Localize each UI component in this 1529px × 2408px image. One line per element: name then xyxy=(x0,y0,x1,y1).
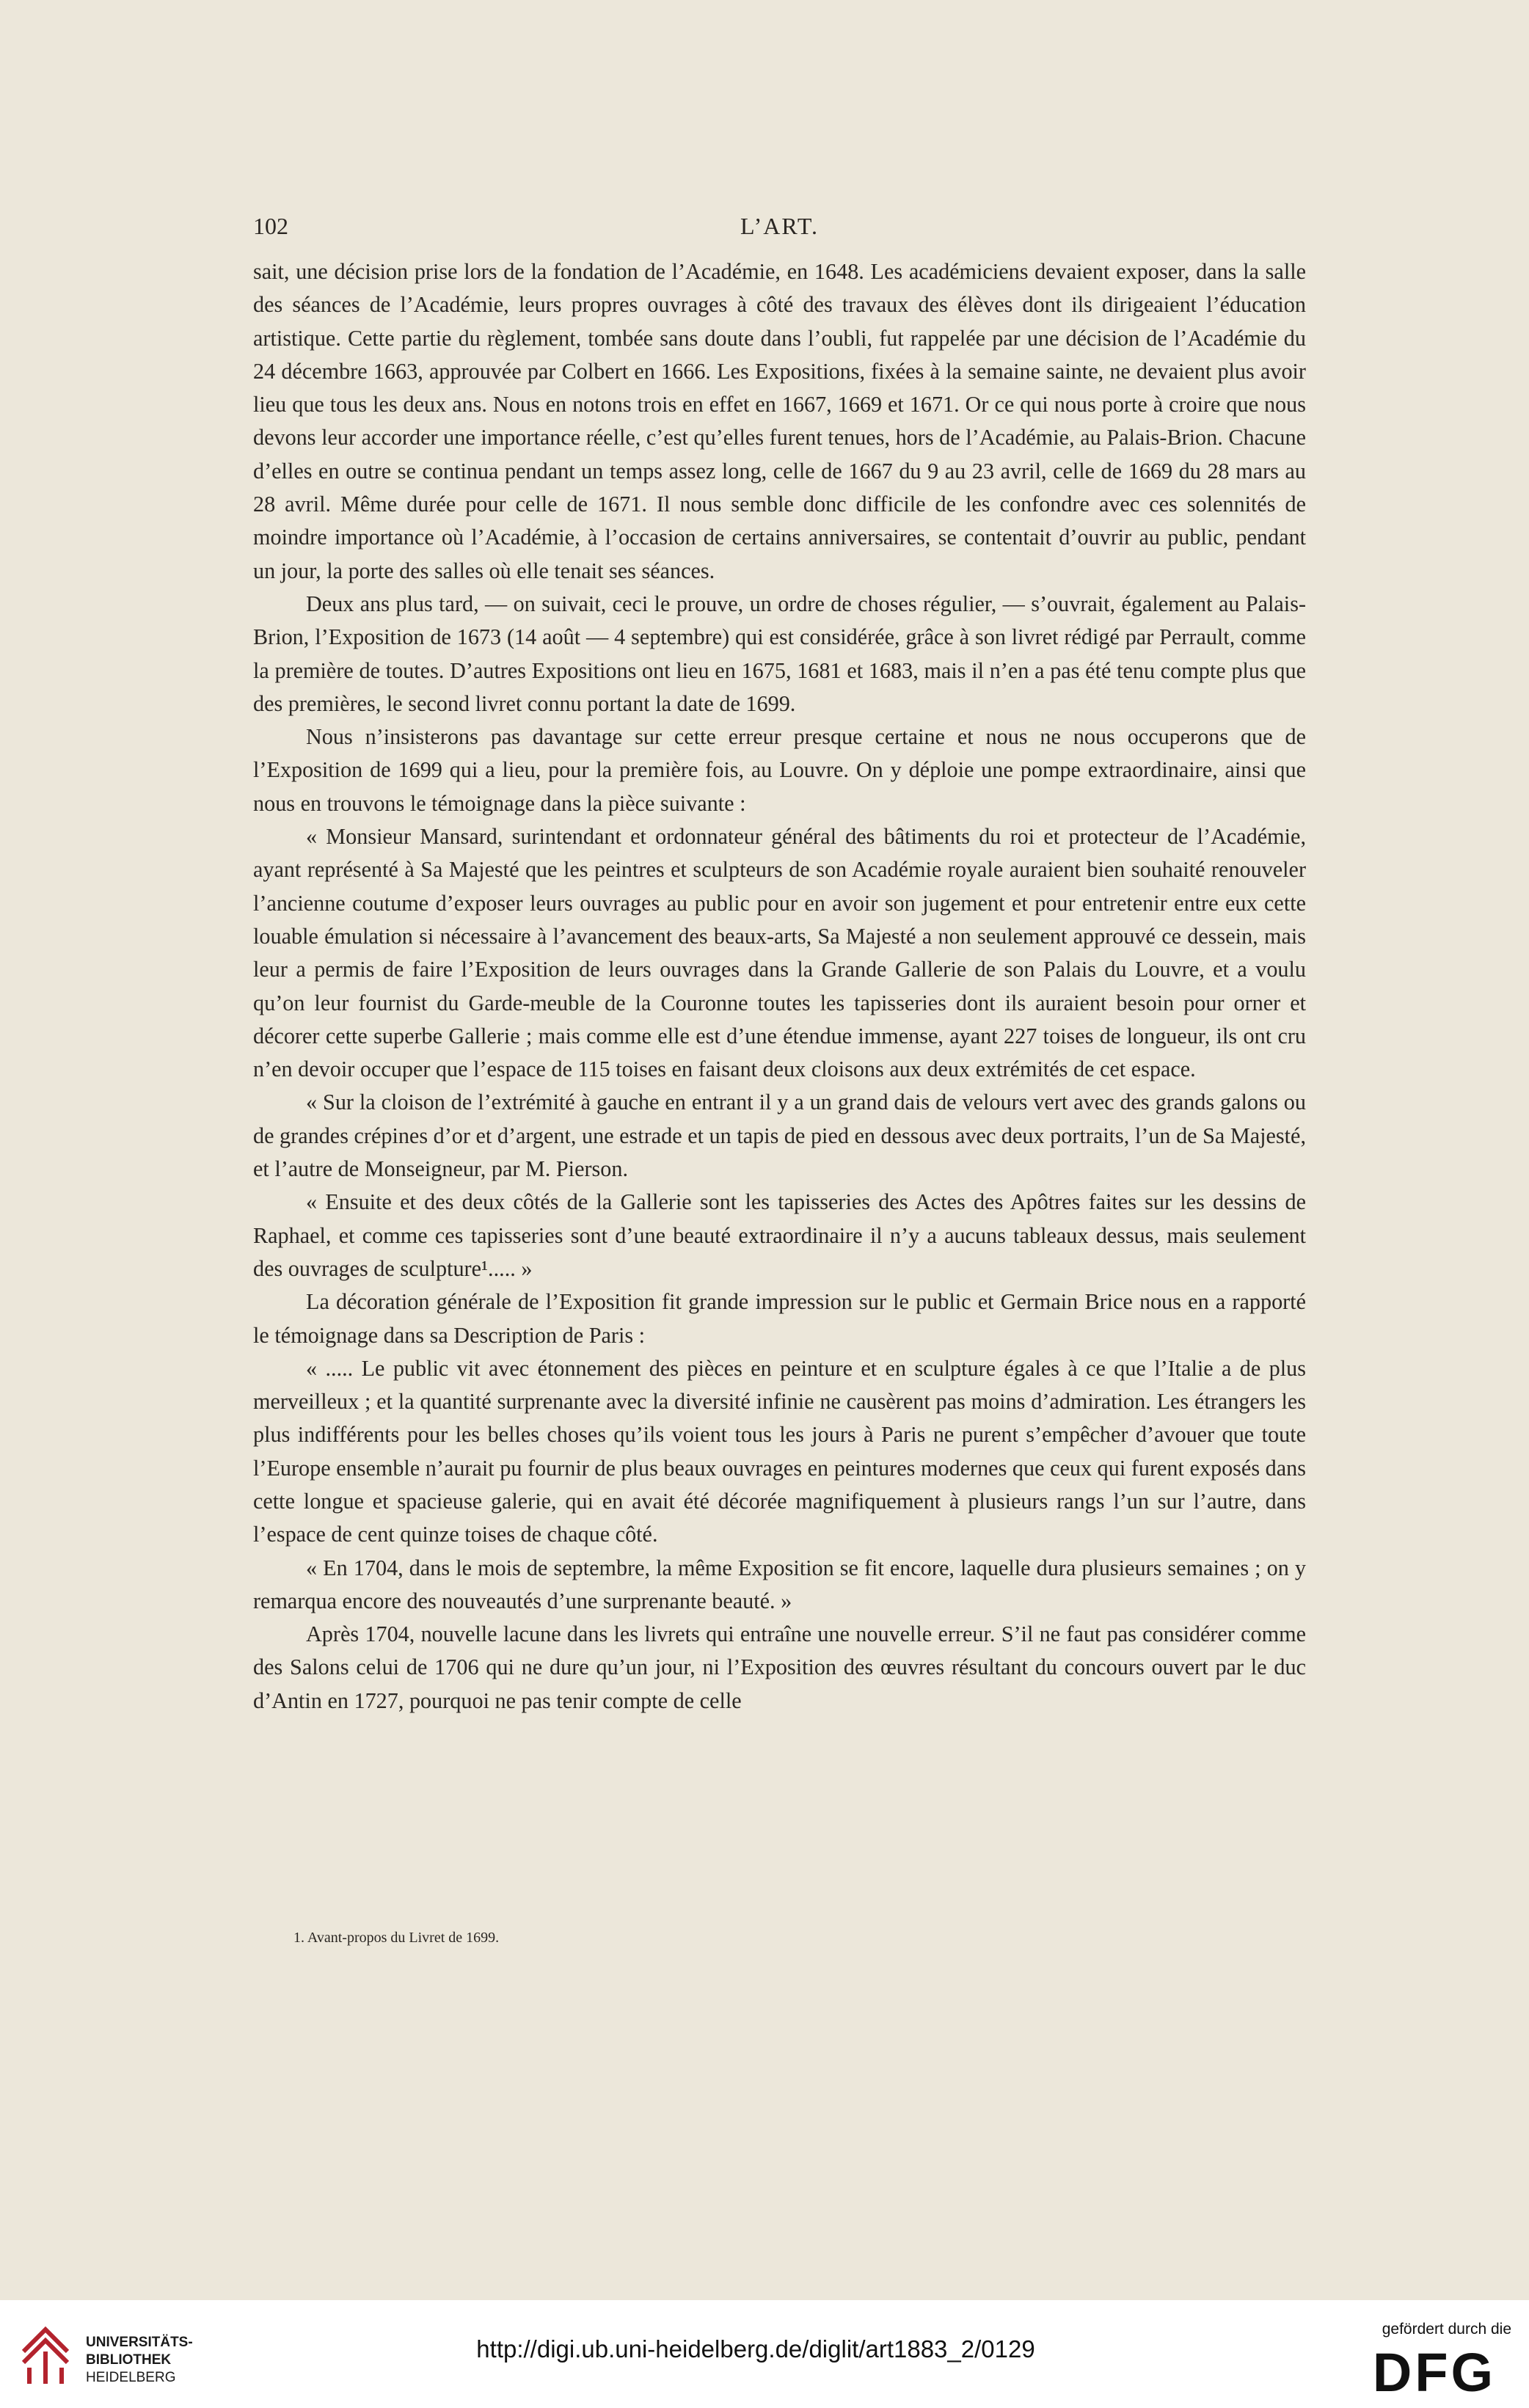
library-name-line2: BIBLIOTHEK xyxy=(86,2352,172,2368)
dfg-logo-icon xyxy=(1357,2346,1511,2397)
dfg-label: DFG xyxy=(1372,2346,1497,2397)
library-logo[interactable] xyxy=(16,2322,236,2396)
paragraph: La décoration générale de l’Exposition fit grande impression sur le public et Germain Brice nous en a rapporté le témoignage dans sa Description de Paris : xyxy=(253,1289,1306,1348)
funded-by-text: gefördert durch die xyxy=(1382,2321,1511,2338)
body-text xyxy=(253,255,1306,1718)
paragraph: Deux ans plus tard, — on suivait, ceci le prouve, un ordre de choses régulier, — s’ouvrait, également au Palais-Brion, l’Exposition de 1673 (14 août — 4 septembre) qui est considérée, grâce à son livret rédigé par Perrault, comme la première de toutes. D’autres Expositions ont lieu en 1675, 1681 et 1683, mais il n’en a pas été tenu compte plus que des premières, le second livret connu portant la date de 1699. xyxy=(253,591,1306,716)
footnote: 1. Avant-propos du Livret de 1699. xyxy=(293,1930,500,1946)
library-name-line3: HEIDELBERG xyxy=(86,2370,176,2385)
paragraph: sait, une décision prise lors de la fondation de l’Académie, en 1648. Les académiciens devaient exposer, dans la salle des séances de l’Académie, leurs propres ouvrages à côté des travaux des élèves dont ils dirigeaient l’éducation artistique. Cette partie du règlement, tombée sans doute dans l’oubli, fut rappelée par une décision de l’Académie du 24 décembre 1663, approuvée par Colbert en 1666. Les Expositions, fixées à la semaine sainte, ne devaient plus avoir lieu que tous les deux ans. Nous en notons trois en effet en 1667, 1669 et 1671. Or ce qui nous porte à croire que nous devons leur accorder une importance réelle, c’est qu’elles furent tenues, hors de l’Académie, au Palais-Brion. Chacune d’elles en outre se continua pendant un temps assez long, celle de 1667 du 9 au 23 avril, celle de 1669 du 28 mars au 28 avril. Même durée pour celle de 1671. Il nous semble donc difficile de les confondre avec ces solennités de moindre importance où l’Académie, à l’occasion de certains anniversaires, se contentait d’ouvrir au public, pendant un jour, la porte des salles où elle tenait ses séances. xyxy=(253,259,1306,583)
running-title: L’ART. xyxy=(740,213,819,239)
dfg-logo[interactable] xyxy=(1357,2346,1511,2397)
paragraph: « ..... Le public vit avec étonnement des pièces en peinture et en sculpture égales à ce que l’Italie a de plus merveilleux ; et la quantité surprenante avec la diversité infinie ne causèrent pas moins d’admiration. Les étrangers les plus indifférents pour les belles choses qu’ils voient tous les jours à Paris ne purent s’empêcher d’avouer que toute l’Europe ensemble n’aurait pu fournir de plus beaux ouvrages en peintures modernes que ceux qui furent exposés dans cette longue et spacieuse galerie, qui en avait été décorée magnifiquement à plusieurs rangs l’un sur l’autre, dans l’espace de cent quinze toises de chaque côté. xyxy=(253,1355,1306,1547)
library-name-line1: UNIVERSITÄTS- xyxy=(86,2335,193,2350)
paragraph: Après 1704, nouvelle lacune dans les livrets qui entraîne une nouvelle erreur. S’il ne faut pas considérer comme des Salons celui de 1706 qui ne dure qu’un jour, ni l’Exposition des œuvres résultant du concours ouvert par le duc d’Antin en 1727, pourquoi ne pas tenir compte de celle xyxy=(253,1621,1306,1713)
page-number: 102 xyxy=(253,213,288,239)
paragraph: Nous n’insisterons pas davantage sur cette erreur presque certaine et nous ne nous occuperons que de l’Exposition de 1699 qui a lieu, pour la première fois, au Louvre. On y déploie une pompe extraordinaire, ainsi que nous en trouvons le témoignage dans la pièce suivante : xyxy=(253,724,1306,816)
paragraph: « En 1704, dans le mois de septembre, la même Exposition se fit encore, laquelle dura plusieurs semaines ; on y remarqua encore des nouveautés d’une surprenante beauté. » xyxy=(253,1555,1306,1613)
paragraph: « Sur la cloison de l’extrémité à gauche en entrant il y a un grand dais de velours vert avec des grands galons ou de grandes crépines d’or et d’argent, une estrade et un tapis de pied en dessous avec deux portraits, l’un de Sa Majesté, et l’autre de Monseigneur, par M. Pierson. xyxy=(253,1090,1306,1182)
library-mark-icon xyxy=(16,2322,75,2388)
footer-bar xyxy=(0,2300,1529,2408)
running-head xyxy=(253,213,1306,242)
paragraph: « Monsieur Mansard, surintendant et ordonnateur général des bâtiments du roi et protecteur de l’Académie, ayant représenté à Sa Majesté que les peintres et sculpteurs de son Académie royale auraient bien souhaité renouveler l’ancienne coutume d’exposer leurs ouvrages au public pour en avoir son jugement et pour entretenir entre eux cette louable émulation si nécessaire à l’avancement des beaux-arts, Sa Majesté a non seulement approuvé ce dessein, mais leur a permis de faire l’Exposition de leurs ouvrages dans la Grande Gallerie de son Palais du Louvre, et a voulu qu’on leur fournist du Garde-meuble de la Couronne toutes les tapisseries dont ils auraient besoin pour orner et décorer cette superbe Gallerie ; mais comme elle est d’une étendue immense, ayant 227 toises de longueur, ils ont cru n’en devoir occuper que l’espace de 115 toises en faisant deux cloisons aux deux extrémités de cet espace. xyxy=(253,824,1306,1082)
paragraph: « Ensuite et des deux côtés de la Gallerie sont les tapisseries des Actes des Apôtres faites sur les dessins de Raphael, et comme ces tapisseries sont d’une beauté extraordinaire il n’y a aucuns tableaux dessus, mais seulement des ouvrages de sculpture¹..... » xyxy=(253,1189,1306,1281)
permalink-url[interactable]: http://digi.ub.uni-heidelberg.de/diglit/art1883_2/0129 xyxy=(476,2335,1035,2363)
